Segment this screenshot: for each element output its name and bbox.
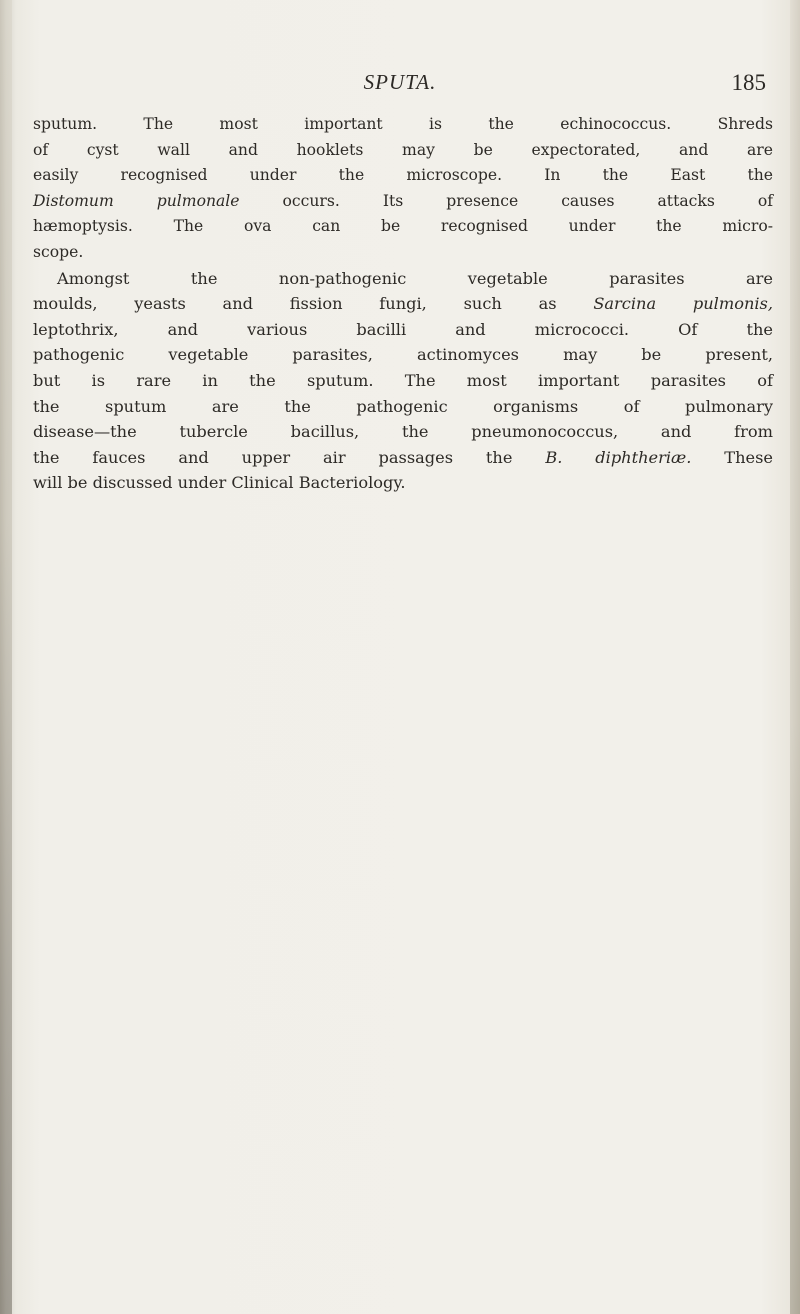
text-fragment: These: [691, 447, 773, 467]
paragraph-1: [33, 112, 773, 266]
text-line: but is rare in the sputum. The most important parasites of: [33, 370, 773, 390]
text-line: [33, 189, 773, 215]
text-line: scope.: [33, 242, 84, 261]
text-line: hæmoptysis. The ova can be recognised under the micro-: [33, 217, 773, 236]
text-line: [33, 291, 773, 317]
text-line: [33, 445, 773, 471]
binding-gutter-shadow: [0, 0, 12, 1314]
page-edge-shadow: [790, 0, 800, 1314]
body-text: [33, 112, 773, 496]
text-fragment: moulds, yeasts and fission fungi, such as: [33, 294, 594, 314]
italic-term: B. diphtheriæ.: [545, 447, 692, 467]
text-line: disease—the tubercle bacillus, the pneumonococcus, and from: [33, 422, 773, 442]
paragraph-2: [33, 266, 773, 496]
italic-term: Sarcina pulmonis,: [593, 294, 773, 314]
text-fragment: occurs. Its presence causes attacks of: [239, 191, 773, 210]
page-header: [30, 70, 770, 104]
italic-term: Distomum pulmonale: [33, 191, 240, 210]
text-line: the sputum are the pathogenic organisms of pulmonary: [33, 396, 773, 416]
running-title: SPUTA.: [363, 70, 437, 94]
text-line: sputum. The most important is the echinococcus. Shreds: [33, 115, 773, 133]
text-line: leptothrix, and various bacilli and micrococci. Of the: [33, 319, 773, 339]
text-line: easily recognised under the microscope. In the East the: [33, 166, 773, 185]
text-line: pathogenic vegetable parasites, actinomyces may be present,: [33, 345, 773, 365]
text-line: Amongst the non-pathogenic vegetable parasites are: [57, 268, 773, 288]
text-fragment: the fauces and upper air passages the: [33, 447, 546, 467]
text-line: will be discussed under Clinical Bacteriology.: [33, 473, 406, 493]
text-line: of cyst wall and hooklets may be expectorated, and are: [33, 140, 773, 159]
page-number: 185: [731, 70, 766, 95]
